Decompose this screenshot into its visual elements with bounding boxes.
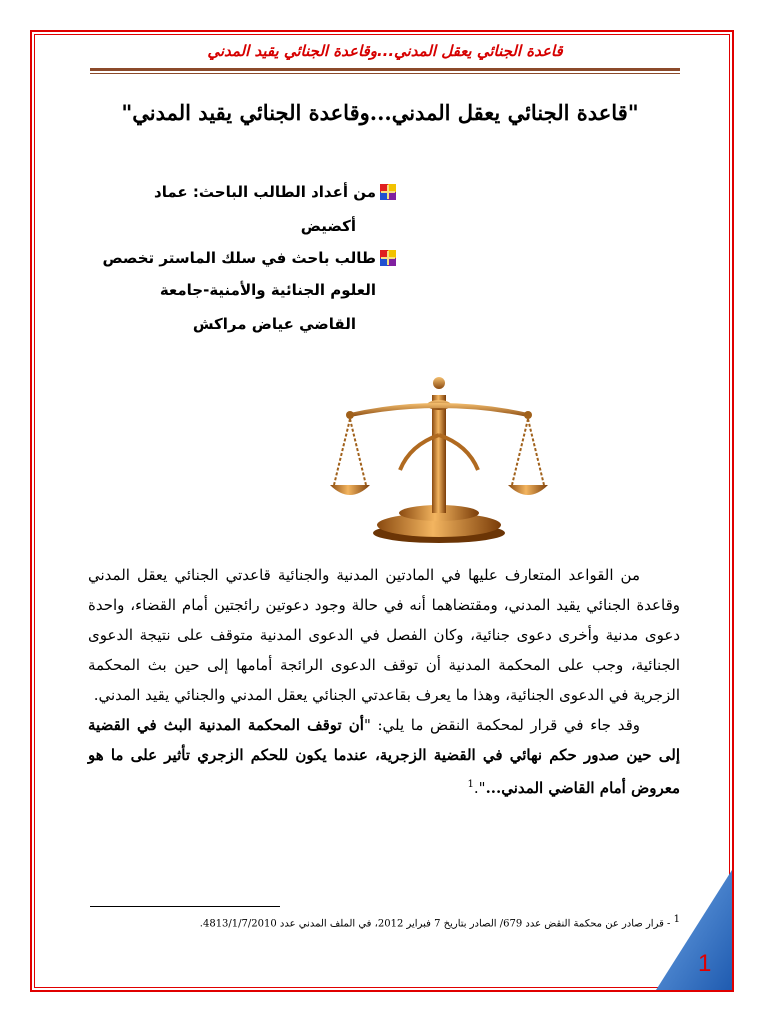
paragraph-2 — [88, 710, 680, 803]
running-header: قاعدة الجنائي يعقل المدني...وقاعدة الجنائي يقيد المدني — [207, 42, 563, 60]
header-rule — [90, 68, 680, 71]
page-number: 1 — [698, 950, 712, 977]
paragraph-1: من القواعد المتعارف عليها في المادتين المدنية والجنائية قاعدتي الجنائي يعقل المدني وقاعدة الجنائي يقيد المدني، ومقتضاهما أنه في حالة وجود دعوتين رائجتين أمام القضاء، واحدة دعوى مدنية وأخرى دعوى جنائية، وكان الفصل في الدعوى المدنية متوقف على نتيجة الدعوى الجنائية، وجب على المحكمة المدنية أن توقف الدعوى الرائجة أمامها إلى حين بث المحكمة الزجرية في الدعوى الجنائية، وهذا ما يعرف بقاعدتي الجنائي يعقل المدني والجنائي يقيد المدني. — [88, 566, 680, 704]
footnote — [80, 914, 680, 929]
bullet-icon — [380, 250, 396, 266]
footnote-rule — [90, 906, 280, 907]
footnote-text: - قرار صادر عن محكمة النقض عدد 679/ الصادر بتاريخ 7 فبراير 2012، في الملف المدني عدد 4813/1/7/2010. — [199, 918, 671, 930]
header-rule-thin — [90, 73, 680, 74]
document-title: "قاعدة الجنائي يعقل المدني...وقاعدة الجنائي يقيد المدني" — [121, 100, 639, 125]
scales-of-justice-icon — [330, 375, 548, 545]
author-name-label: من أعداد الطالب الباحث: عماد — [154, 183, 376, 201]
author-university: القاضي عياض مراكش — [192, 315, 356, 333]
court-quote: أن توقف المحكمة المدنية البث في القضية إلى حين صدور حكم نهائي في القضية الزجرية، عندما يكون للحكم الزجري تأثير على ما هو معروض أمام القاضي المدني... — [88, 716, 680, 797]
author-affiliation: طالب باحث في سلك الماستر تخصص — [102, 249, 376, 267]
footnote-number: 1 — [673, 914, 680, 925]
author-line — [66, 182, 396, 202]
author-specialty: العلوم الجنائية والأمنية-جامعة — [159, 281, 376, 299]
quote-end: ". — [473, 779, 486, 797]
footnote-ref[interactable]: 1 — [467, 779, 474, 790]
author-block — [66, 182, 396, 334]
author-affiliation-line — [66, 248, 396, 268]
author-surname: أكضيض — [300, 217, 356, 235]
bullet-icon — [380, 184, 396, 200]
quote-intro: وقد جاء في قرار لمحكمة النقض ما يلي: " — [363, 716, 640, 734]
body-text — [88, 560, 680, 803]
